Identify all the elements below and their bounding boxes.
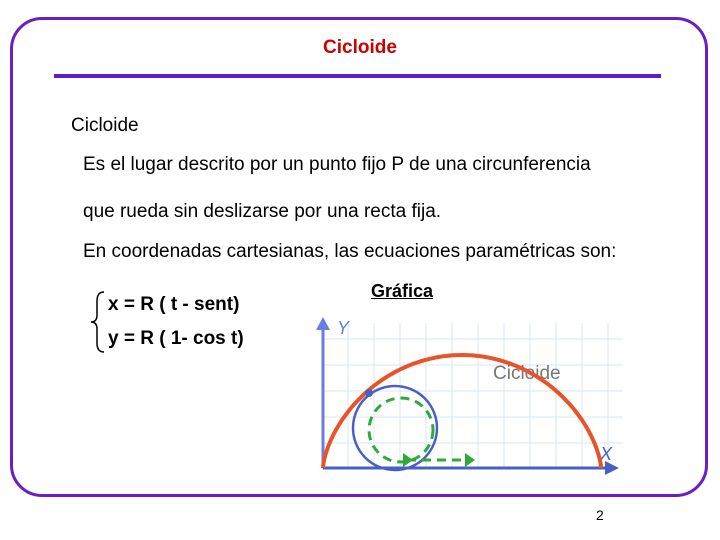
x-axis-label: X (600, 444, 613, 464)
equation-y: y = R ( 1- cos t) (108, 328, 244, 349)
curve-label: Cicloide (493, 363, 561, 384)
section-heading: Cicloide (71, 115, 139, 136)
parametric-equations (88, 289, 268, 355)
left-brace-icon (88, 289, 108, 355)
slide-title: Cicloide (323, 37, 397, 58)
tracing-point (365, 389, 373, 397)
graph-label: Gráfica (371, 281, 434, 301)
equation-x: x = R ( t - sent) (108, 294, 240, 315)
cycloid-figure (303, 303, 629, 483)
y-axis-label: Y (337, 318, 350, 338)
parametric-intro: En coordenadas cartesianas, las ecuaciones paramétricas son: (83, 241, 617, 262)
page-number: 2 (596, 507, 604, 523)
definition-line-1: Es el lugar descrito por un punto fijo P de una circunferencia (83, 154, 591, 175)
title-divider (54, 74, 661, 78)
definition-line-2: que rueda sin deslizarse por una recta fija. (83, 201, 442, 222)
